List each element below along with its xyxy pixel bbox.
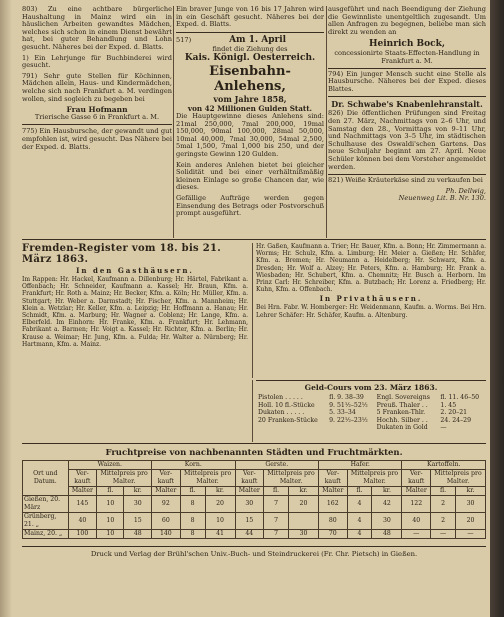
prices-cell: 92 <box>152 496 181 513</box>
prices-unit-header: Malter <box>402 487 431 496</box>
gold-cell: fl. 9. 38–39 <box>329 394 364 401</box>
prices-unit-header: kr. <box>372 487 402 496</box>
ad-517-body2: Kein anderes Anlehen bietet bei gleicher Solidität und bei einer verhältnißmäßig kleinen Einlage so große Chancen dar, wie dieses. <box>176 160 324 192</box>
school-body: 826) Die öffentlichen Prüfungen sind Freitag den 27. März, Nachmittags von 2–6 Uhr, und Samstag den 28., Vormittags von 9–11 Uhr, und Nachmittags von 3–5 Uhr, im städtischen Schulhause des Oswaldi'schen Gartens. Das neue Schuljahr beginnt am 27. April. Neue Schüler können bei dem Vorsteher angemeldet werden. <box>328 109 486 171</box>
gold-cell: Holl. 10 fl.-Stücke <box>258 401 315 409</box>
column-rule <box>252 243 253 378</box>
ad-1: 1) Ein Lehrjunge für Buchbinderei wird gesucht. <box>22 53 172 70</box>
fremden-left <box>22 243 248 348</box>
divider <box>256 380 486 381</box>
prices-place-cell: Mainz, 20. „ <box>23 530 69 539</box>
gold-cell: Preuß. Thaler . . <box>376 401 428 409</box>
column-rule <box>326 6 327 238</box>
column-2 <box>176 6 324 221</box>
fremden-title: Fremden-Register vom 18. bis 21. März 1863. <box>22 243 222 265</box>
prices-cell: 2 <box>431 496 456 513</box>
prices-cell: — <box>431 530 456 539</box>
prices-unit-header: fl. <box>431 487 456 496</box>
prices-row <box>23 530 486 539</box>
prices-cell: 40 <box>68 513 97 530</box>
gold-title: Geld-Cours vom 23. März 1863. <box>304 383 438 392</box>
page-left-shadow <box>0 0 12 617</box>
prices-cell: 30 <box>288 530 318 539</box>
prices-cell: 8 <box>180 530 205 539</box>
prices-cell: 4 <box>347 530 372 539</box>
prices-cell: 140 <box>152 530 181 539</box>
section-rule <box>22 546 486 547</box>
prices-group-header: Gerste. <box>235 461 318 470</box>
ad-821-signature: Ph. Dellwig, <box>445 186 486 195</box>
prices-group-header: Kartoffeln. <box>402 461 486 470</box>
ad-517-body: Die Hauptgewinne dieses Anlehens sind: 21mal 250,000, 7mal 200,000, 19mal 150,000, 90mal 100,000, 28mal 50,000, 10mal 40,000, 7mal 30,000, 54mal 2,500, 5mal 1,500, 7mal 1,000 bis 250, und der geringste Gewinn 120 Gulden. <box>176 111 324 158</box>
prices-unit-header: Malter <box>68 487 97 496</box>
prices-unit-header: fl. <box>264 487 289 496</box>
ad-775: 775) Ein Hausbursche, der gewandt und gut empfohlen ist, wird gesucht. Das Nähere bei der Exped. d. Blatts. <box>22 127 172 151</box>
ad-517-line2: findet die Ziehung des <box>212 44 288 53</box>
prices-cell: 40 <box>402 513 431 530</box>
prices-price-header: Mittelpreis pro Malter. <box>97 470 152 487</box>
prices-unit-header: fl. <box>97 487 124 496</box>
prices-cell: 145 <box>68 496 97 513</box>
gold-course <box>256 380 486 432</box>
column-3 <box>328 6 486 203</box>
prices-cell: 42 <box>372 496 402 513</box>
gold-cell: 24. 24–29 <box>440 416 472 424</box>
gold-cell: — <box>440 424 447 431</box>
prices-cell: 44 <box>235 530 264 539</box>
prices-table <box>22 460 486 539</box>
ad-517-cont: ausgeführt und nach Beendigung der Ziehung die Gewinnliste unentgeltlich zugesandt. Um allen Anfragen zu begegnen, beliebe man sich direkt zu wenden an <box>328 5 486 36</box>
prices-group-header: Korn. <box>152 461 235 470</box>
prices-group-header: Hafer. <box>318 461 401 470</box>
gold-row <box>256 409 486 417</box>
prices-row <box>23 496 486 513</box>
school-title: Dr. Schwabe's Knabenlehranstalt. <box>331 99 483 110</box>
prices-cell: 20 <box>456 513 486 530</box>
prices-cell: 10 <box>205 513 235 530</box>
prices-cell: 30 <box>372 513 402 530</box>
gold-cell: 5 Franken-Thlr. <box>376 409 426 416</box>
prices-cell: 80 <box>318 513 347 530</box>
prices-cell: 122 <box>402 496 431 513</box>
gold-cell: 1. 45 <box>440 401 457 409</box>
divider <box>22 124 172 125</box>
prices-unit-header: fl. <box>180 487 205 496</box>
prices-cell: 70 <box>318 530 347 539</box>
prices-place-cell: Grünberg, 21. „ <box>23 513 69 530</box>
prices-unit-header: Malter <box>318 487 347 496</box>
gold-row <box>256 424 486 432</box>
prices-cell <box>288 513 318 530</box>
fremden-private-body: Bei Hrn. Fabr. W. Homberger: Hr. Weidenmann, Kaufm. a. Worms. Bei Hrn. Lehrer Schäfer: Hr. Schäfer, Kaufm. a. Altenburg. <box>256 304 486 319</box>
prices-unit-header: Malter <box>235 487 264 496</box>
prices-price-header: Mittelpreis pro Malter. <box>347 470 402 487</box>
ad-517-year: vom Jahre 1858, <box>213 94 287 105</box>
divider <box>328 96 486 97</box>
prices-cell: 15 <box>235 513 264 530</box>
fremden-register <box>22 243 486 378</box>
ad-517-headline: Eisenbahn-Anlehens, <box>209 64 291 95</box>
prices-cell: — <box>456 530 486 539</box>
section-rule <box>22 239 486 240</box>
prices-price-header: Mittelpreis pro Malter. <box>180 470 235 487</box>
fremden-left-body: Im Rappen: Hr. Hackel, Kaufmann a. Dillenburg; Hr. Härtel, Fabrikant a. Offenbach; Hr. Schneider, Kaufmann a. Kassel; Hr. Braun, Kfm. a. Frankfurt; Hr. Roth a. Mainz; Hr. Becker, Kfm. a. Köln; Hr. Müller, Kfm. a. Stuttgart; Hr. Weber a. Darmstadt; Hr. Fischer, Kfm. a. Mannheim; Hr. Klein a. Wetzlar; Hr. Keller, Kfm. a. Leipzig; Hr. Hoffmann a. Hanau; Hr. Schmidt, Kfm. a. Marburg; Hr. Wagner a. Coblenz; Hr. Lange, Kfm. a. Elberfeld. Im Einhorn: Hr. Franke, Kfm. a. Frankfurt; Hr. Lehmann, Fabrikant a. Barmen; Hr. Voigt a. Kassel; Hr. Richter, Kfm. a. Berlin; Hr. Krause a. Weimar; Hr. Jung, Kfm. a. Fulda; Hr. Walter a. Nürnberg; Hr. Hartmann, Kfm. a. Mainz. <box>22 276 248 348</box>
fremden-sub-inns: In den Gasthäusern. <box>76 266 194 275</box>
divider <box>176 32 324 33</box>
banker-name: Heinrich Bock, <box>369 39 445 50</box>
gold-cell: 9. 51½–52½ <box>329 401 368 409</box>
gold-cell <box>256 424 327 432</box>
prices-unit-header: kr. <box>205 487 235 496</box>
gold-row <box>256 417 486 425</box>
prices-cell: 8 <box>180 513 205 530</box>
prices-cell: 20 <box>288 496 318 513</box>
fremden-sub-private: In Privathäusern. <box>319 294 423 304</box>
prices-cell: 4 <box>347 496 372 513</box>
ad-791: 791) Sehr gute Stellen für Köchinnen, Mädchen allein, Haus- und Kindermädchen, welche sich nach Frankfurt a. M. verdingen wollen, sind sogleich zu begeben bei <box>22 71 172 103</box>
prices-price-header: Mittelpreis pro Malter. <box>264 470 319 487</box>
prices-sold-header: Ver- kauft <box>235 470 264 487</box>
prices-sold-header: Ver- kauft <box>152 470 181 487</box>
gold-cell: Dukaten in Gold <box>376 424 428 431</box>
divider <box>328 68 486 69</box>
prices-sold-header: Ver- kauft <box>318 470 347 487</box>
prices-cell: 60 <box>152 513 181 530</box>
section-rule <box>22 443 486 444</box>
gold-row <box>256 402 486 410</box>
grain-prices <box>22 448 486 539</box>
prices-cell: 7 <box>264 513 289 530</box>
prices-cell: — <box>402 530 431 539</box>
ad-791-signature: Frau Hofmann <box>66 105 128 115</box>
ad-517-number: 517) <box>176 35 192 44</box>
prices-place-cell: Gießen, 20. März <box>23 496 69 513</box>
prices-cell: 7 <box>264 530 289 539</box>
gold-cell: 9. 22½–23½ <box>329 416 368 424</box>
gold-cell: Pistolen . . . . . <box>258 394 303 401</box>
fremden-right-body: Hr. Gaßen, Kaufmann a. Trier; Hr. Bauer, Kfm. a. Bonn; Hr. Zimmermann a. Worms; Hr. Schulz, Kfm. a. Limburg; Hr. Meier a. Gießen; Hr. Schäfer, Kfm. a. Bremen; Hr. Neumann a. Heidelberg; Hr. Schwarz, Kfm. a. Dresden; Hr. Wolf a. Alzey; Hr. Peters, Kfm. a. Hamburg; Hr. Frank a. Wiesbaden; Hr. Schubert, Kfm. a. Chemnitz; Hr. Busch a. Herborn. Im Prinz Carl: Hr. Schreiber, Kfm. a. Butzbach; Hr. Lorenz a. Friedberg; Hr. Kuhn, Kfm. a. Offenbach. <box>256 243 486 294</box>
ad-821: 821) Weiße Kräuterkäse sind zu verkaufen bei <box>328 176 483 185</box>
prices-cell: 41 <box>205 530 235 539</box>
gold-cell: Dukaten . . . . . <box>258 409 305 416</box>
ad-intro: Ein braver Junge von 16 bis 17 Jahren wird in ein Geschäft gesucht. Näheres bei der Exped. d. Blatts. <box>176 5 324 29</box>
ad-517-date: Am 1. April <box>229 34 287 45</box>
prices-cell: 7 <box>264 496 289 513</box>
prices-cell: 10 <box>97 513 124 530</box>
prices-title: Fruchtpreise von nachbenannten Städten und Fruchtmärkten. <box>105 448 403 458</box>
prices-cell: 30 <box>456 496 486 513</box>
prices-cell: 162 <box>318 496 347 513</box>
prices-row <box>23 513 486 530</box>
prices-cell: 4 <box>347 513 372 530</box>
prices-sold-header: Ver- kauft <box>68 470 97 487</box>
prices-cell: 30 <box>124 496 152 513</box>
prices-cell: 10 <box>97 496 124 513</box>
prices-group-header: Waizen. <box>68 461 151 470</box>
prices-unit-header: Malter <box>152 487 181 496</box>
column-rule <box>252 380 253 442</box>
gold-cell: Hochh. Silber . . <box>376 416 428 424</box>
ad-517-amount: von 42 Millionen Gulden Statt. <box>187 104 313 114</box>
imprint: Druck und Verlag der Brühl'schen Univ.-Buch- und Steindruckerei (Fr. Chr. Pietsch) in Gießen. <box>90 550 418 558</box>
gold-cell: 2. 20–21 <box>440 409 468 416</box>
prices-price-header: Mittelpreis pro Malter. <box>431 470 486 487</box>
ad-791-address: Trierische Gasse 6 in Frankfurt a. M. <box>34 112 160 121</box>
prices-cell: 8 <box>180 496 205 513</box>
prices-unit-header: kr. <box>124 487 152 496</box>
prices-sold-header: Ver- kauft <box>402 470 431 487</box>
prices-cell: 2 <box>431 513 456 530</box>
ad-821-address: Neuenweg Lit. B. Nr. 130. <box>398 194 486 203</box>
prices-cell: 30 <box>235 496 264 513</box>
gold-table <box>256 394 486 432</box>
gold-cell <box>327 424 375 432</box>
prices-place-header: Ort und Datum. <box>23 461 69 496</box>
fremden-right <box>256 243 486 319</box>
ad-517-body3: Gefällige Aufträge werden gegen Einsendung des Betrags oder Postvorschuß prompt ausgeführt. <box>176 193 324 218</box>
page-right-edge <box>490 0 504 617</box>
ad-517-line3: Kais. Königl. Oesterreich. <box>184 53 316 64</box>
prices-cell: 20 <box>205 496 235 513</box>
prices-unit-header: fl. <box>347 487 372 496</box>
column-1 <box>22 6 172 154</box>
gold-row <box>256 394 486 402</box>
banker-firm: concessionirte Staats-Effecten-Handlung in Frankfurt a. M. <box>334 49 480 65</box>
prices-unit-header: kr. <box>456 487 486 496</box>
prices-cell: 48 <box>372 530 402 539</box>
ad-803: 803) Zu eine achtbare bürgerliche Haushaltung in Mainz wird ein in häuslichen Arbeiten gewandtes Mädchen, welches sich schon in einem Dienst bewährt hat, bei guter Behandlung und Lohn gesucht. Näheres bei der Exped. d. Blatts. <box>22 5 172 51</box>
gold-cell: 20 Franken-Stücke <box>258 416 318 424</box>
divider <box>328 174 486 175</box>
ad-794: 794) Ein junger Mensch sucht eine Stelle als Hausbursche. Näheres bei der Exped. dieses Blattes. <box>328 69 486 93</box>
prices-cell: 15 <box>124 513 152 530</box>
column-rule <box>173 6 174 238</box>
prices-cell: 48 <box>124 530 152 539</box>
gold-cell: fl. 11. 46–50 <box>440 394 480 401</box>
prices-cell: 10 <box>97 530 124 539</box>
prices-unit-header: kr. <box>288 487 318 496</box>
gold-cell: 5. 33–34 <box>329 409 356 416</box>
gold-cell: Engl. Sovereigns <box>376 394 430 401</box>
prices-cell: 100 <box>68 530 97 539</box>
